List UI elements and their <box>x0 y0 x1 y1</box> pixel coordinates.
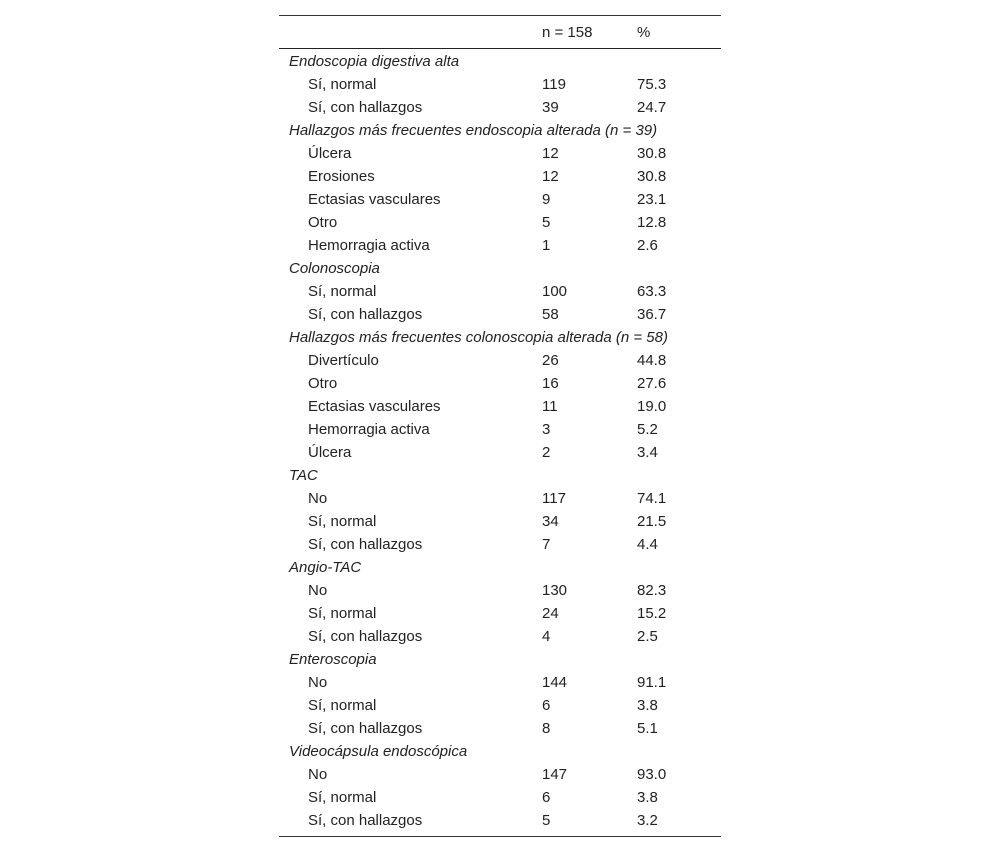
table-row <box>279 211 721 234</box>
row-label: Hallazgos más frecuentes colonoscopia alterada (n = 58) <box>289 329 668 346</box>
section-row <box>279 648 721 671</box>
table-row <box>279 441 721 464</box>
header-pct-cell: % <box>637 23 651 41</box>
row-n: 144 <box>542 674 568 691</box>
row-n: 6 <box>542 789 551 806</box>
row-pct: 15.2 <box>637 605 667 622</box>
bottom-rule <box>279 836 721 837</box>
table-row <box>279 533 721 556</box>
row-label: No <box>308 766 328 783</box>
row-n: 12 <box>542 168 559 185</box>
row-n: 117 <box>542 490 566 507</box>
row-pct: 74.1 <box>637 490 667 507</box>
table-row <box>279 96 721 119</box>
row-n: 34 <box>542 513 559 530</box>
row-label: Endoscopia digestiva alta <box>289 53 460 70</box>
row-label: No <box>308 582 328 599</box>
section-row <box>279 326 721 349</box>
row-n: 4 <box>542 628 551 645</box>
row-pct: 2.6 <box>637 237 658 254</box>
row-n: 5 <box>542 812 551 829</box>
table-row <box>279 395 721 418</box>
section-row <box>279 119 721 142</box>
row-n: 58 <box>542 306 559 323</box>
table-row <box>279 487 721 510</box>
table-row <box>279 142 721 165</box>
row-pct: 75.3 <box>637 76 667 93</box>
table-row <box>279 303 721 326</box>
row-pct: 63.3 <box>637 283 667 300</box>
row-pct: 5.2 <box>637 421 658 438</box>
row-label: Úlcera <box>308 145 352 162</box>
row-n: 39 <box>542 99 559 116</box>
row-label: No <box>308 490 328 507</box>
row-label: Sí, con hallazgos <box>308 306 423 323</box>
row-pct: 19.0 <box>637 398 667 415</box>
row-label: Hemorragia activa <box>308 237 430 254</box>
table-row <box>279 510 721 533</box>
row-n: 16 <box>542 375 559 392</box>
table-row <box>279 763 721 786</box>
row-label: TAC <box>289 467 318 484</box>
row-n: 2 <box>542 444 551 461</box>
row-label: Sí, normal <box>308 605 377 622</box>
table-row <box>279 602 721 625</box>
table-row <box>279 717 721 740</box>
row-label: Sí, con hallazgos <box>308 628 423 645</box>
row-pct: 44.8 <box>637 352 667 369</box>
row-n: 6 <box>542 697 551 714</box>
section-row <box>279 257 721 280</box>
table-body <box>279 49 721 836</box>
row-n: 11 <box>542 398 558 415</box>
row-n: 7 <box>542 536 551 553</box>
table-row <box>279 809 721 832</box>
row-pct: 23.1 <box>637 191 667 208</box>
row-pct: 30.8 <box>637 145 667 162</box>
row-pct: 82.3 <box>637 582 667 599</box>
table-row <box>279 234 721 257</box>
row-n: 5 <box>542 214 551 231</box>
row-pct: 2.5 <box>637 628 658 645</box>
table-row <box>279 579 721 602</box>
row-label: Hallazgos más frecuentes endoscopia alterada (n = 39) <box>289 122 658 139</box>
row-label: Ectasias vasculares <box>308 398 441 415</box>
row-n: 9 <box>542 191 551 208</box>
row-n: 26 <box>542 352 559 369</box>
row-n: 12 <box>542 145 559 162</box>
table-row <box>279 625 721 648</box>
row-n: 8 <box>542 720 551 737</box>
table-row <box>279 786 721 809</box>
table-row <box>279 280 721 303</box>
row-pct: 24.7 <box>637 99 667 116</box>
table-row <box>279 73 721 96</box>
table-row <box>279 372 721 395</box>
row-n: 100 <box>542 283 568 300</box>
table-row <box>279 694 721 717</box>
row-label: Divertículo <box>308 352 379 369</box>
row-label: No <box>308 674 328 691</box>
row-label: Videocápsula endoscópica <box>289 743 468 760</box>
row-pct: 27.6 <box>637 375 667 392</box>
row-label: Ectasias vasculares <box>308 191 441 208</box>
header-n-cell: n = 158 <box>542 23 593 41</box>
section-row <box>279 464 721 487</box>
row-pct: 5.1 <box>637 720 658 737</box>
row-pct: 93.0 <box>637 766 667 783</box>
table-row <box>279 418 721 441</box>
row-n: 119 <box>542 76 566 93</box>
row-label: Enteroscopia <box>289 651 377 668</box>
row-label: Colonoscopia <box>289 260 380 277</box>
row-pct: 30.8 <box>637 168 667 185</box>
findings-table <box>279 15 721 837</box>
table-row <box>279 165 721 188</box>
row-label: Sí, normal <box>308 513 377 530</box>
section-row <box>279 556 721 579</box>
row-n: 24 <box>542 605 559 622</box>
table-row <box>279 188 721 211</box>
table-row <box>279 671 721 694</box>
row-pct: 3.4 <box>637 444 658 461</box>
row-pct: 21.5 <box>637 513 667 530</box>
section-row <box>279 50 721 73</box>
row-label: Sí, normal <box>308 789 377 806</box>
table-header <box>279 16 721 48</box>
row-pct: 4.4 <box>637 536 658 553</box>
row-pct: 12.8 <box>637 214 667 231</box>
row-label: Sí, con hallazgos <box>308 536 423 553</box>
row-label: Angio-TAC <box>289 559 362 576</box>
row-label: Erosiones <box>308 168 375 185</box>
row-pct: 91.1 <box>637 674 667 691</box>
row-pct: 3.8 <box>637 697 658 714</box>
row-label: Otro <box>308 214 338 231</box>
row-n: 147 <box>542 766 568 783</box>
row-n: 130 <box>542 582 568 599</box>
row-n: 1 <box>542 237 551 254</box>
row-pct: 3.8 <box>637 789 658 806</box>
row-label: Sí, normal <box>308 76 377 93</box>
row-pct: 3.2 <box>637 812 658 829</box>
row-label: Sí, con hallazgos <box>308 720 423 737</box>
row-n: 3 <box>542 421 551 438</box>
row-label: Sí, con hallazgos <box>308 812 423 829</box>
row-pct: 36.7 <box>637 306 667 323</box>
row-label: Sí, normal <box>308 283 377 300</box>
row-label: Sí, normal <box>308 697 377 714</box>
row-label: Otro <box>308 375 338 392</box>
section-row <box>279 740 721 763</box>
row-label: Sí, con hallazgos <box>308 99 423 116</box>
row-label: Úlcera <box>308 444 352 461</box>
row-label: Hemorragia activa <box>308 421 430 438</box>
table-row <box>279 349 721 372</box>
